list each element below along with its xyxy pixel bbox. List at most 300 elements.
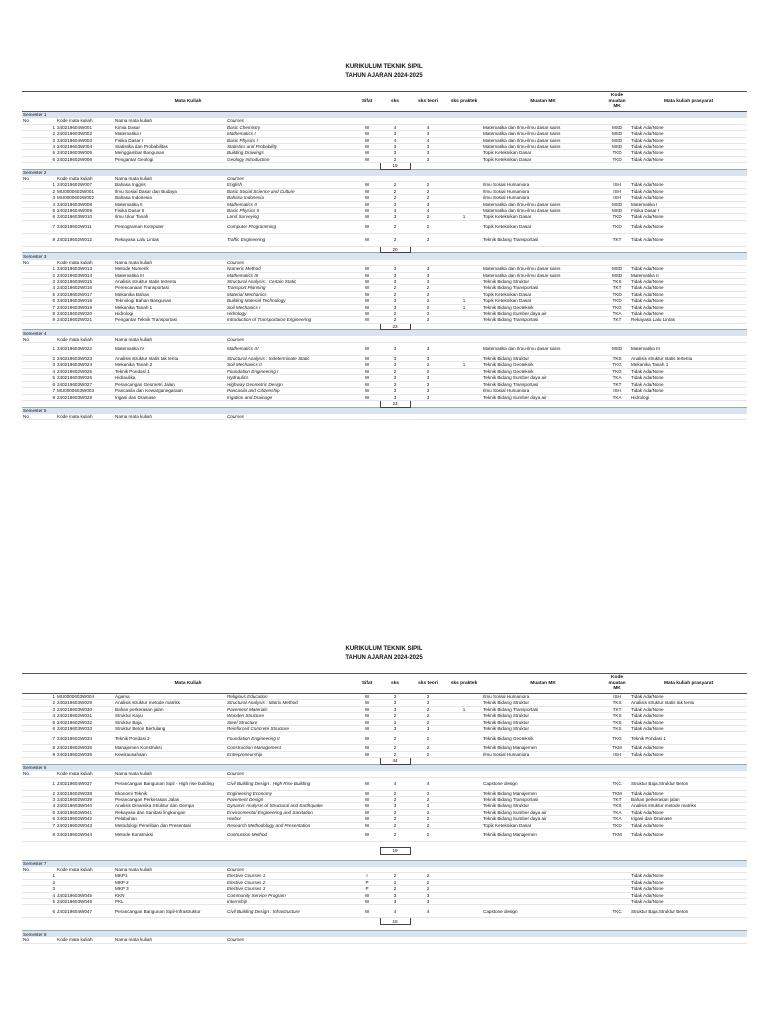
course-sks-teori: 2: [410, 809, 446, 815]
course-no: 3: [22, 706, 56, 712]
course-muatan: Topik Keteknikan Dasar: [482, 822, 604, 828]
course-no: 3: [22, 278, 56, 284]
course-no: 4: [22, 803, 56, 809]
course-sifat: W: [354, 208, 380, 214]
total-row-cell: [354, 400, 380, 407]
course-kode-muatan: TKA: [604, 809, 630, 815]
semester-row-cell: [354, 860, 380, 867]
course-sks-teori: 2: [410, 214, 446, 220]
curriculum-table-page-2: [22, 673, 747, 944]
course-code: 240219603W015: [56, 278, 114, 284]
subheader-cell: [354, 414, 380, 420]
course-name: Menggambar Bangunan: [114, 150, 226, 156]
total-row-cell: [482, 848, 604, 855]
course-sifat: W: [354, 822, 380, 828]
semester-row-cell: [354, 931, 380, 938]
total-row-cell: [604, 758, 630, 765]
course-no: 1: [22, 873, 56, 879]
semester-row-cell: [446, 860, 482, 867]
semester-row-cell: [604, 931, 630, 938]
course-code: 240219602W035: [56, 745, 114, 751]
course-english-name: Bahasa Indonesia: [226, 195, 354, 201]
course-no: 2: [22, 700, 56, 706]
course-english-name: Hydraulics: [226, 375, 354, 381]
course-code: 240219603W023: [56, 356, 114, 362]
course-sks: 3: [380, 304, 410, 310]
course-muatan: Matematika dan Ilmu-ilmu dasar sains: [482, 131, 604, 137]
no-subheader: No: [22, 414, 56, 420]
course-name: Rekayasa dan Sanitasi lingkungan: [114, 809, 226, 815]
course-no: 4: [22, 892, 56, 898]
course-prasyarat: Analisis struktur statis tak tentu: [630, 700, 747, 706]
courses-subheader: Courses: [226, 260, 354, 266]
sks-praktek-header: sks praktek: [446, 92, 482, 112]
semester-row-cell: [482, 112, 604, 119]
total-row-cell: [22, 918, 56, 925]
course-sks: 3: [380, 706, 410, 712]
course-sifat: W: [354, 803, 380, 809]
course-name: MKP1: [114, 873, 226, 879]
course-english-name: Structural Analysis : Certain Static: [226, 278, 354, 284]
course-sks-teori: 2: [410, 291, 446, 297]
course-code: 240219602W044: [56, 828, 114, 841]
semester-row-cell: [630, 330, 747, 337]
course-sks-teori: 3: [410, 272, 446, 278]
course-no: 4: [22, 143, 56, 149]
nama-subheader: Nama mata kuliah: [114, 336, 226, 342]
sks-header: sks: [380, 674, 410, 694]
course-prasyarat: Tidak Ada/None: [630, 381, 747, 387]
kode-subheader: Kode mata kuliah: [56, 118, 114, 124]
course-name: Metode Konstruksi: [114, 828, 226, 841]
nama-subheader: Nama mata kuliah: [114, 414, 226, 420]
total-row-cell: [482, 400, 604, 407]
course-muatan: Topik Keteknikan Dasar: [482, 298, 604, 304]
course-muatan: Teknik Bidang Transportasi: [482, 381, 604, 387]
course-sks-praktek: [446, 828, 482, 841]
course-sifat: W: [354, 310, 380, 316]
course-sifat: W: [354, 828, 380, 841]
courses-subheader: Courses: [226, 118, 354, 124]
total-row-cell: [22, 163, 56, 170]
course-no: 5: [22, 809, 56, 815]
course-no: 3: [22, 195, 56, 201]
course-sks: 2: [380, 713, 410, 719]
course-sifat: W: [354, 809, 380, 815]
course-muatan: Ilmu Sosial Humaniora: [482, 188, 604, 194]
course-kode-muatan: TKD: [604, 156, 630, 162]
course-row: [22, 777, 747, 790]
course-muatan: Teknik Bidang Struktur: [482, 726, 604, 732]
course-code: 240219602W016: [56, 285, 114, 291]
kode-muatan-header: Kode muatan MK: [604, 92, 630, 112]
course-sks-teori: 2: [410, 732, 446, 745]
course-muatan: Topik Keteknikan Dasar: [482, 214, 604, 220]
course-name: Statistika dan Probabilitas: [114, 143, 226, 149]
course-sks: 2: [380, 310, 410, 316]
sifat-header: Sifat: [354, 92, 380, 112]
course-no: 2: [22, 131, 56, 137]
kode-subheader: Kode mata kuliah: [56, 867, 114, 873]
course-sks-teori: 3: [410, 892, 446, 898]
course-sks: 2: [380, 879, 410, 885]
nama-subheader: Nama mata kuliah: [114, 771, 226, 777]
course-prasyarat: Bahan perkerasan jalan: [630, 796, 747, 802]
course-english-name: Basic Physics I: [226, 137, 354, 143]
course-sks-teori: 3: [410, 694, 446, 700]
course-sifat: W: [354, 726, 380, 732]
semester-label: Semester 7: [22, 860, 56, 867]
semester-row: [22, 112, 747, 119]
course-code: 240219603W010: [56, 214, 114, 220]
course-no: 6: [22, 381, 56, 387]
course-no: 1: [22, 694, 56, 700]
course-kode-muatan: TKC: [604, 777, 630, 790]
semester-total-row: [22, 323, 747, 330]
course-english-name: Environmental Engineering and Sanitation: [226, 809, 354, 815]
course-no: 6: [22, 726, 56, 732]
course-english-name: Mathematics I: [226, 131, 354, 137]
course-no: 8: [22, 233, 56, 246]
semester-total-row: [22, 400, 747, 407]
course-kode-muatan: TKT: [604, 706, 630, 712]
course-kode-muatan: TKA: [604, 310, 630, 316]
course-prasyarat: Struktur Baja;Struktur Beton: [630, 905, 747, 918]
course-no: 8: [22, 394, 56, 400]
subheader-cell: [482, 937, 604, 943]
course-name: MKP 2: [114, 879, 226, 885]
total-row-cell: [410, 918, 446, 925]
course-sifat: W: [354, 700, 380, 706]
course-muatan: Topik Keteknikan Dasar: [482, 156, 604, 162]
course-sks-teori: 2: [410, 816, 446, 822]
course-sifat: W: [354, 233, 380, 246]
course-sks: 3: [380, 272, 410, 278]
course-kode-muatan: ISH: [604, 195, 630, 201]
course-english-name: Internship: [226, 899, 354, 905]
course-kode-muatan: TKD: [604, 214, 630, 220]
course-sifat: W: [354, 790, 380, 796]
subheader-cell: [482, 414, 604, 420]
nama-subheader: Nama mata kuliah: [114, 118, 226, 124]
course-sks: 2: [380, 745, 410, 751]
prasyarat-header: Mata kuliah prasyarat: [630, 674, 747, 694]
course-sks-teori: 2: [410, 182, 446, 188]
course-code: 240219603W045: [56, 892, 114, 898]
course-name: Analisis Dinamika Struktur dan Gempa: [114, 803, 226, 809]
course-no: 2: [22, 356, 56, 362]
course-muatan: Teknik Bidang Geoteknik: [482, 304, 604, 310]
course-sks: 3: [380, 356, 410, 362]
course-kode-muatan: TKS: [604, 803, 630, 809]
total-row-cell: [630, 918, 747, 925]
kode-subheader: Kode mata kuliah: [56, 937, 114, 943]
course-english-name: Highway Geometric Design: [226, 381, 354, 387]
course-sifat: W: [354, 777, 380, 790]
course-prasyarat: Tidak Ada/None: [630, 892, 747, 898]
course-muatan: Matematika dan Ilmu-ilmu dasar sains: [482, 124, 604, 130]
total-row-cell: [226, 163, 354, 170]
course-english-name: Structural Analysis : Matrix Method: [226, 700, 354, 706]
course-code: 240219603W013: [56, 266, 114, 272]
course-english-name: Statistics and Probability: [226, 143, 354, 149]
semester-row: [22, 860, 747, 867]
course-prasyarat: Mekanika Tanah 1: [630, 362, 747, 368]
course-english-name: Building Drawings: [226, 150, 354, 156]
course-no: 3: [22, 886, 56, 892]
course-sks-teori: 3: [410, 375, 446, 381]
course-no: 7: [22, 388, 56, 394]
course-sifat: W: [354, 195, 380, 201]
course-no: 7: [22, 822, 56, 828]
course-no: 9: [22, 317, 56, 323]
course-no: 8: [22, 828, 56, 841]
course-sks: 3: [380, 150, 410, 156]
course-english-name: Mathematics III: [226, 272, 354, 278]
semester-row-cell: [226, 253, 354, 260]
course-kode-muatan: TKT: [604, 317, 630, 323]
course-sifat: W: [354, 751, 380, 757]
course-no: 8: [22, 745, 56, 751]
course-sks-teori: 2: [410, 285, 446, 291]
course-row: [22, 732, 747, 745]
semester-row-cell: [482, 330, 604, 337]
course-sifat: P: [354, 886, 380, 892]
semester-row-cell: [630, 169, 747, 176]
course-kode-muatan: MSD: [604, 124, 630, 130]
semester-row: [22, 931, 747, 938]
course-prasyarat: Tidak Ada/None: [630, 150, 747, 156]
course-kode-muatan: TKD: [604, 291, 630, 297]
course-sks: 3: [380, 381, 410, 387]
course-no: 4: [22, 285, 56, 291]
course-sifat: W: [354, 706, 380, 712]
course-name: Teknik Pondasi 2: [114, 732, 226, 745]
course-english-name: Structural Analysis : Indeterminate Static: [226, 356, 354, 362]
table-body: [22, 92, 747, 420]
course-muatan: Capstone design: [482, 777, 604, 790]
semester-row-cell: [114, 407, 226, 414]
semester-row-cell: [56, 931, 114, 938]
course-sks-praktek: 1: [446, 214, 482, 220]
course-name: Fisika Dasar II: [114, 208, 226, 214]
total-row-cell: [604, 163, 630, 170]
course-code: 240219603W018: [56, 298, 114, 304]
course-no: 3: [22, 362, 56, 368]
course-sks: 2: [380, 285, 410, 291]
course-prasyarat: Tidak Ada/None: [630, 809, 747, 815]
course-muatan: Teknik Bidang Sumber daya air: [482, 310, 604, 316]
course-prasyarat: Tidak Ada/None: [630, 156, 747, 162]
course-english-name: Religious Education: [226, 694, 354, 700]
academic-year-title: TAHUN AJARAN 2024-2025: [345, 73, 423, 79]
course-english-name: Basic Social Science and Culture: [226, 188, 354, 194]
course-sks-teori: 4: [410, 137, 446, 143]
course-kode-muatan: TKT: [604, 796, 630, 802]
header-row: [22, 92, 747, 112]
semester-row-cell: [630, 112, 747, 119]
course-code: 240219602W020: [56, 310, 114, 316]
course-sks-teori: 2: [410, 713, 446, 719]
semester-row-cell: [114, 330, 226, 337]
courses-subheader: Courses: [226, 414, 354, 420]
course-english-name: Basic Physics II: [226, 208, 354, 214]
course-sks-teori: 3: [410, 700, 446, 706]
semester-row-cell: [114, 931, 226, 938]
course-no: 1: [22, 266, 56, 272]
course-row: [22, 905, 747, 918]
course-kode-muatan: TKA: [604, 394, 630, 400]
courses-subheader: Courses: [226, 176, 354, 182]
course-english-name: Basic Chemistry: [226, 124, 354, 130]
total-row-cell: [226, 246, 354, 253]
course-muatan: Teknik Bidang Manajemen: [482, 828, 604, 841]
course-code: 240219604W009: [56, 208, 114, 214]
course-sifat: W: [354, 905, 380, 918]
total-row-cell: [226, 323, 354, 330]
course-sifat: W: [354, 899, 380, 905]
no-subheader: No: [22, 118, 56, 124]
course-name: Analisis struktur statis tak tentu: [114, 356, 226, 362]
table-body: [22, 674, 747, 944]
semester-row-cell: [380, 169, 410, 176]
course-code: 240219603W004: [56, 143, 114, 149]
course-sks-teori: 2: [410, 745, 446, 751]
course-code: 240219602W032: [56, 719, 114, 725]
semester-row-cell: [446, 330, 482, 337]
total-row-cell: [56, 918, 114, 925]
course-name: Kimia Dasar: [114, 124, 226, 130]
semester-label: Semester 1: [22, 112, 56, 119]
total-row-cell: [226, 918, 354, 925]
course-sks: 2: [380, 809, 410, 815]
kode-subheader: Kode mata kuliah: [56, 176, 114, 182]
course-kode-muatan: MSD: [604, 343, 630, 356]
course-muatan: Teknik Bidang Sumber daya air: [482, 375, 604, 381]
course-sks-praktek: [446, 220, 482, 233]
nama-subheader: Nama mata kuliah: [114, 937, 226, 943]
semester-label: Semester 5: [22, 407, 56, 414]
course-name: Perancangan Bangunan Sipil - High rise building: [114, 777, 226, 790]
course-sks-teori: 4: [410, 777, 446, 790]
course-muatan: Matematika dan Ilmu-ilmu dasar sains: [482, 143, 604, 149]
course-prasyarat: Tidak Ada/None: [630, 266, 747, 272]
course-sifat: W: [354, 719, 380, 725]
course-name: Pengantar Teknik Transportasi: [114, 317, 226, 323]
course-no: 2: [22, 879, 56, 885]
course-sks: 2: [380, 796, 410, 802]
course-english-name: Community Service Program: [226, 892, 354, 898]
course-prasyarat: Tidak Ada/None: [630, 873, 747, 879]
course-no: 5: [22, 291, 56, 297]
semester-row-cell: [354, 169, 380, 176]
total-row-cell: [56, 848, 114, 855]
course-sks: 3: [380, 388, 410, 394]
course-sks-teori: 2: [410, 298, 446, 304]
course-sifat: W: [354, 304, 380, 310]
course-code: 240219604W003: [56, 137, 114, 143]
sks-total: 15: [380, 918, 410, 925]
semester-row-cell: [410, 860, 446, 867]
course-prasyarat: Tidak Ada/None: [630, 131, 747, 137]
course-muatan: Teknik Bidang Struktur: [482, 700, 604, 706]
semester-row-cell: [630, 764, 747, 771]
course-sifat: W: [354, 131, 380, 137]
subheader-cell: [446, 414, 482, 420]
course-sifat: W: [354, 796, 380, 802]
semester-row-cell: [226, 330, 354, 337]
course-kode-muatan: TKG: [604, 368, 630, 374]
semester-total-row: [22, 163, 747, 170]
course-english-name: Pavement Design: [226, 796, 354, 802]
course-name: Fisika Dasar I: [114, 137, 226, 143]
course-sks: 3: [380, 375, 410, 381]
course-english-name: Pavement Materials: [226, 706, 354, 712]
course-no: 1: [22, 182, 56, 188]
course-english-name: Engineering Economy: [226, 790, 354, 796]
semester-row-cell: [410, 407, 446, 414]
no-subheader: No: [22, 260, 56, 266]
course-prasyarat: Tidak Ada/None: [630, 220, 747, 233]
semester-row-cell: [354, 407, 380, 414]
course-sks-teori: 2: [410, 879, 446, 885]
course-code: 240219603W046: [56, 899, 114, 905]
course-muatan: Teknik Bidang Sumber daya air: [482, 809, 604, 815]
course-prasyarat: Tidak Ada/None: [630, 137, 747, 143]
course-sks-teori: 2: [410, 233, 446, 246]
courses-subheader: Courses: [226, 937, 354, 943]
total-row-cell: [22, 758, 56, 765]
course-sks-teori: 2: [410, 706, 446, 712]
total-row-cell: [482, 918, 604, 925]
course-no: 2: [22, 272, 56, 278]
semester-row: [22, 407, 747, 414]
course-prasyarat: Tidak Ada/None: [630, 879, 747, 885]
course-sifat: W: [354, 201, 380, 207]
course-no: 9: [22, 751, 56, 757]
course-name: Bahasa Inggris: [114, 182, 226, 188]
course-sks: 3: [380, 201, 410, 207]
course-sks-teori: 3: [410, 201, 446, 207]
course-sks: 2: [380, 719, 410, 725]
course-sks-praktek: [446, 343, 482, 356]
course-name: Hidrologi: [114, 310, 226, 316]
course-sks: 2: [380, 828, 410, 841]
course-muatan: Matematika dan Ilmu-ilmu dasar sains: [482, 201, 604, 207]
course-code: 240219604W001: [56, 124, 114, 130]
course-name: Perancangan Bangunan Sipil-Infrastruktur: [114, 905, 226, 918]
course-kode-muatan: TKT: [604, 233, 630, 246]
course-code: 240219603W027: [56, 381, 114, 387]
course-sks: 4: [380, 777, 410, 790]
course-sifat: W: [354, 150, 380, 156]
course-sifat: W: [354, 272, 380, 278]
semester-row-cell: [56, 112, 114, 119]
subheader-cell: [446, 937, 482, 943]
course-muatan: Ilmu Sosial Humaniora: [482, 195, 604, 201]
title-block: [0, 63, 768, 81]
course-kode-muatan: TKC: [604, 905, 630, 918]
course-sks-teori: 3: [410, 356, 446, 362]
course-english-name: Introduction of Transportaion Engineering: [226, 317, 354, 323]
subheader-cell: [604, 414, 630, 420]
course-sifat: W: [354, 343, 380, 356]
course-name: Pelabuhan: [114, 816, 226, 822]
course-sks: 2: [380, 751, 410, 757]
course-sks-teori: 2: [410, 220, 446, 233]
course-kode-muatan: TKA: [604, 375, 630, 381]
course-no: 4: [22, 368, 56, 374]
